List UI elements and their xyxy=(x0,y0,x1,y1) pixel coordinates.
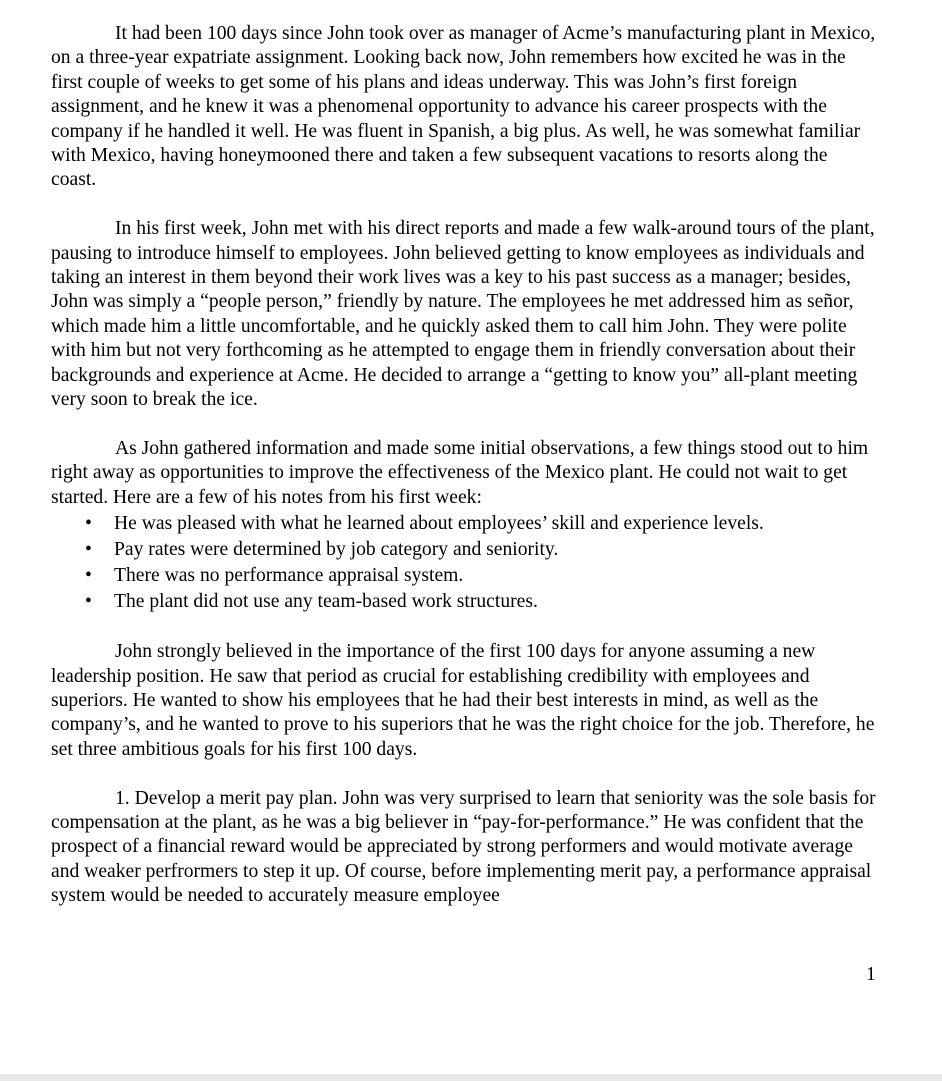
bullet-icon: • xyxy=(85,513,92,535)
list-item-text: He was pleased with what he learned about employees’ skill and experience levels. xyxy=(114,513,764,535)
list-item xyxy=(51,512,877,538)
list-item xyxy=(51,538,877,564)
notes-bullet-list xyxy=(51,512,877,616)
list-item-text: There was no performance appraisal system. xyxy=(114,565,464,587)
paragraph-observations: As John gathered information and made some initial observations, a few things stood out to him right away as opportunities to improve the effectiveness of the Mexico plant. He could not wait to get started. Here are a few of his notes from his first week: xyxy=(51,437,869,508)
list-item xyxy=(51,564,877,590)
paragraph-first-week: In his first week, John met with his direct reports and made a few walk-around tours of the plant, pausing to introduce himself to employees. John believed getting to know employees as individuals and taking an interest in them beyond their work lives was a key to his past success as a manager; besides, John was simply a “people person,” friendly by nature. The employees he met addressed him as señor, which made him a little uncomfortable, and he quickly asked them to call him John. They were polite with him but not very forthcoming as he attempted to engage them in friendly conversation about their backgrounds and experience at Acme. He decided to arrange a “getting to know you” all-plant meeting very soon to break the ice. xyxy=(51,218,875,411)
paragraph-intro: It had been 100 days since John took over as manager of Acme’s manufacturing plant in Mexico, on a three-year expatriate assignment. Looking back now, John remembers how excited he was in the first couple of weeks to get some of his plans and ideas underway. This was John’s first foreign assignment, and he knew it was a phenomenal opportunity to advance his career prospects with the company if he handled it well. He was fluent in Spanish, a big plus. As well, he was somewhat familiar with Mexico, having honeymooned there and taken a few subsequent vacations to resorts along the coast. xyxy=(51,23,876,191)
viewer-bottom-edge xyxy=(0,1074,942,1081)
paragraph-merit-pay: 1. Develop a merit pay plan. John was very surprised to learn that seniority was the sole basis for compensation at the plant, as he was a big believer in “pay-for-performance.” He was confident that the prospect of a financial reward would be appreciated by strong performers and would motivate average and weaker perfrormers to step it up. Of course, before implementing merit pay, a performance appraisal system would be needed to accurately measure employee xyxy=(51,787,876,907)
document-page xyxy=(51,22,877,933)
bullet-icon: • xyxy=(85,539,92,561)
bullet-icon: • xyxy=(85,565,92,587)
page-number: 1 xyxy=(866,964,876,985)
paragraph-first-100-days: John strongly believed in the importance of the first 100 days for anyone assuming a new leadership position. He saw that period as crucial for establishing credibility with employees and superiors. He wanted to show his employees that he had their best interests in mind, as well as the company’s, and he wanted to prove to his superiors that he was the right choice for the job. Therefore, he set three ambitious goals for his first 100 days. xyxy=(51,641,875,760)
list-item xyxy=(51,590,877,616)
list-item-text: The plant did not use any team-based work structures. xyxy=(114,591,538,613)
bullet-icon: • xyxy=(85,591,92,613)
list-item-text: Pay rates were determined by job category and seniority. xyxy=(114,539,559,561)
